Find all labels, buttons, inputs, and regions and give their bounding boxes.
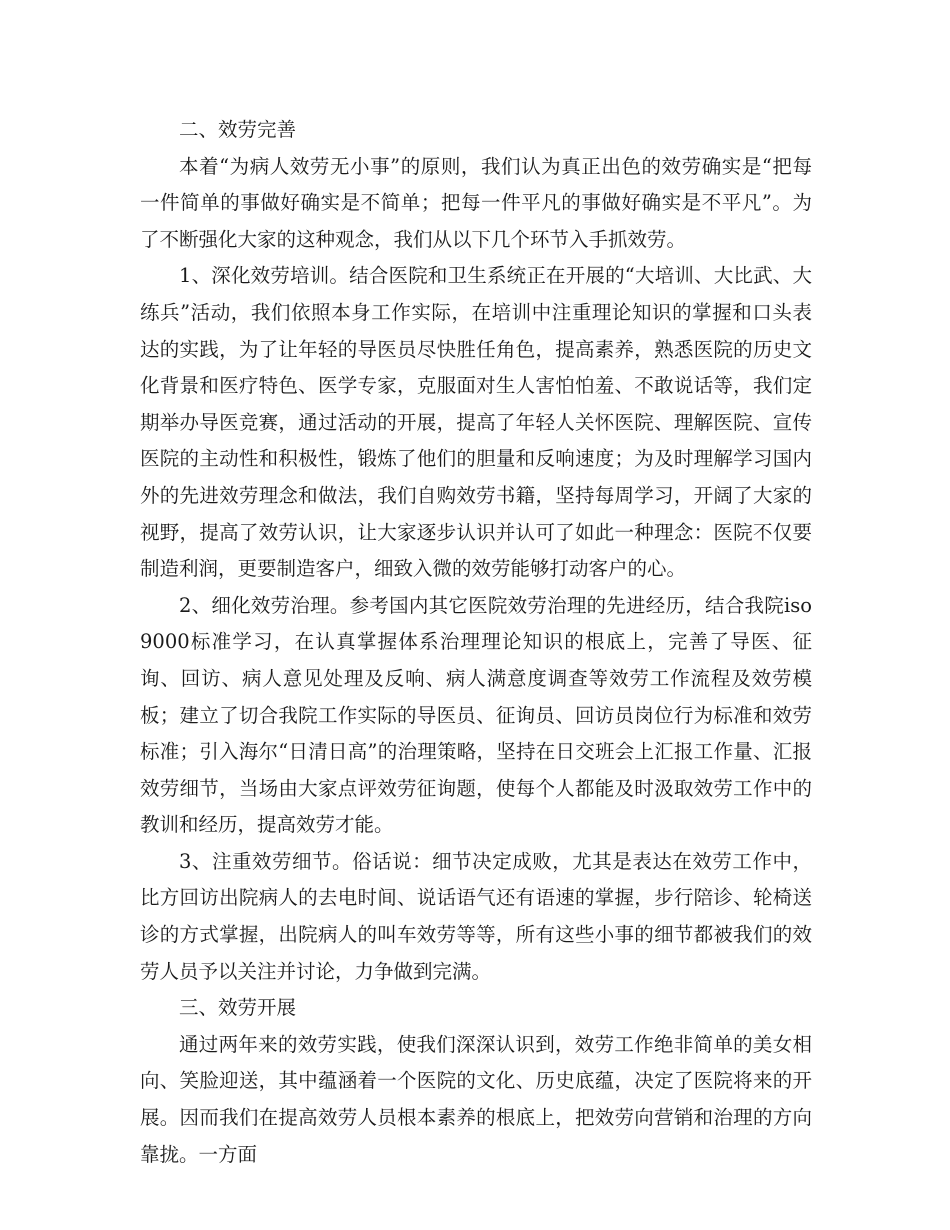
section-heading-service-development: 三、效劳开展 [179,996,297,1020]
paragraph-management: 2、细化效劳治理。参考国内其它医院效劳治理的先进经历，结合我院iso9000标准学习，在认真掌握体系治理理论知识的根底上，完善了导医、征询、回访、病人意见处理及反响、病人满意度调查等效劳工作流程及效劳模板；建立了切合我院工作实际的导医员、征询员、回访员岗位行为标准和效劳标准；引入海尔“日清日高”的治理策略，坚持在日交班会上汇报工作量、汇报效劳细节，当场由大家点评效劳征询题，使每个人都能及时汲取效劳工作中的教训和经历，提高效劳才能。 [140,593,812,837]
document-body [140,112,812,1173]
paragraph-details: 3、注重效劳细节。俗话说：细节决定成败，尤其是表达在效劳工作中，比方回访出院病人的去电时间、说话语气还有语速的掌握，步行陪诊、轮椅送诊的方式掌握，出院病人的叫车效劳等等，所有这些小事的细节都被我们的效劳人员予以关注并讨论，力争做到完满。 [140,849,812,983]
section-heading-service-improvement: 二、效劳完善 [179,118,297,141]
paragraph-training: 1、深化效劳培训。结合医院和卫生系统正在开展的“大培训、大比武、大练兵”活动，我们依照本身工作实际，在培训中注重理论知识的掌握和口头表达的实践，为了让年轻的导医员尽快胜任角色，提高素养，熟悉医院的历史文化背景和医疗特色、医学专家，克服面对生人害怕怕羞、不敢说话等，我们定期举办导医竞赛，通过活动的开展，提高了年轻人关怀医院、理解医院、宣传医院的主动性和积极性，锻炼了他们的胆量和反响速度；为及时理解学习国内外的先进效劳理念和做法，我们自购效劳书籍，坚持每周学习，开阔了大家的视野，提高了效劳认识，让大家逐步认识并认可了如此一种理念：医院不仅要制造利润，更要制造客户，细致入微的效劳能够打动客户的心。 [140,264,812,581]
paragraph-development: 通过两年来的效劳实践，使我们深深认识到，效劳工作绝非简单的美女相向、笑脸迎送，其中蕴涵着一个医院的文化、历史底蕴，决定了医院将来的开展。因而我们在提高效劳人员根本素养的根底上，把效劳向营销和治理的方向靠拢。一方面 [140,1032,812,1166]
paragraph-intro: 本着“为病人效劳无小事”的原则，我们认为真正出色的效劳确实是“把每一件简单的事做好确实是不简单；把每一件平凡的事做好确实是不平凡”。为了不断强化大家的这种观念，我们从以下几个环节入手抓效劳。 [140,154,812,251]
